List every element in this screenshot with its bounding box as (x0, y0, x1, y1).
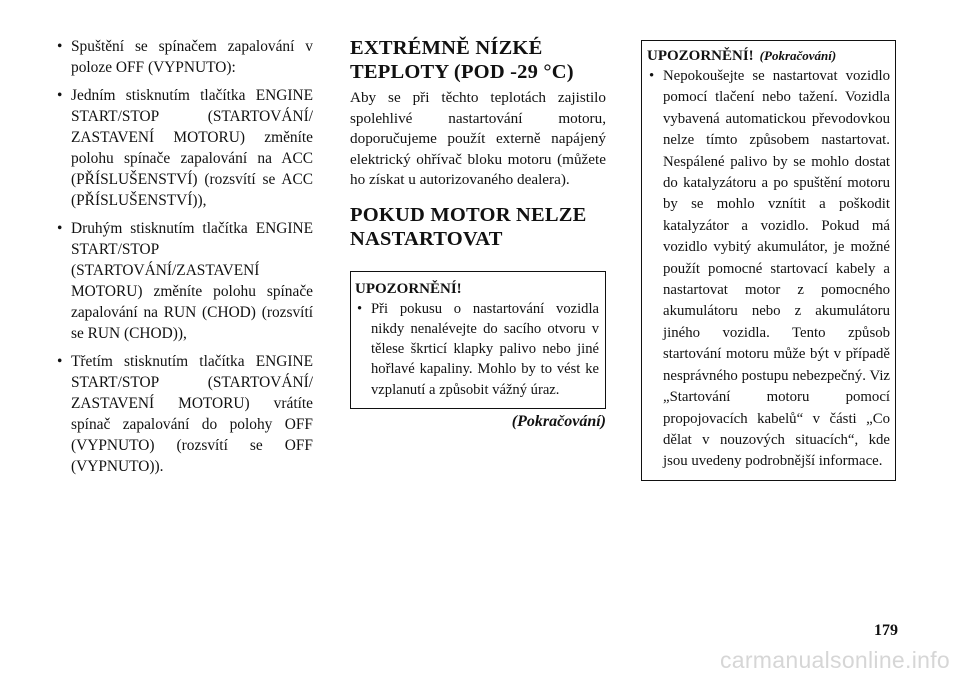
warning-box (350, 271, 606, 409)
warning-list (647, 66, 890, 473)
warning-list (355, 299, 599, 400)
warning-title: UPOZORNĚNÍ! (647, 48, 754, 64)
watermark: carmanualsonline.info (719, 647, 950, 673)
continued-note: (Pokračování) (511, 412, 606, 430)
warning-box-continued (641, 40, 896, 481)
section-heading-engine-fails-to-start: POKUD MOTOR NELZE NASTARTOVAT (350, 203, 587, 250)
warning-title: UPOZORNĚNÍ! (355, 280, 462, 297)
list-item: • Spuštění se spínačem zapalování v poloze OFF (VYPNUTO): (55, 36, 313, 78)
left-column (55, 36, 313, 484)
list-item: • Druhým stisknutím tlačítka ENGINE START/STOP (STARTOVÁNÍ/ZASTAVENÍ MOTORU) změníte polohu spínače zapalování na RUN (CHOD) (rozsvítí se RUN (CHOD)), (55, 218, 313, 344)
list-item: • Jedním stisknutím tlačítka ENGINE START/STOP (STARTOVÁNÍ/ ZASTAVENÍ MOTORU) změníte polohu spínače zapalování na ACC (PŘÍSLUŠENSTVÍ) (rozsvítí se ACC (PŘÍSLUŠENSTVÍ)), (55, 85, 313, 211)
list-item: • Třetím stisknutím tlačítka ENGINE START/STOP (STARTOVÁNÍ/ ZASTAVENÍ MOTORU) vrátíte spínač zapalování do polohy OFF (VYPNUTO) (rozsvítí se OFF (VYPNUTO)). (55, 351, 313, 477)
right-column (641, 40, 896, 481)
middle-column (350, 36, 606, 431)
list-item: • Nepokoušejte se nastartovat vozidlo pomocí tlačení nebo tažení. Vozidla vybavená automatickou převodovkou nelze tímto způsobem nastartovat. Nespálené palivo by se mohlo dostat do katalyzátoru a po spuštění motoru by se mohlo vznítit a poškodit katalyzátor a vozidlo. Pokud má vozidlo vybitý akumulátor, je možné použít pomocné startovací kabely a nastartovat motor z pomocného akumulátoru nebo z akumulátoru jiného vozidla. Tento způsob startování motoru může být v případě nesprávného postupu nebezpečný. Viz „Startování motoru pomocí propojovacích kabelů“ v části „Co dělat v nouzových situacích“, kde jsou uvedeny podrobnější informace. (647, 66, 890, 473)
warning-title-row (647, 46, 890, 66)
section-heading-low-temperatures: EXTRÉMNĚ NÍZKÉ TEPLOTY (POD -29 °C) (350, 37, 574, 83)
page-number: 179 (874, 622, 898, 639)
low-temperatures-paragraph: Aby se při těchto teplotách zajistilo spolehlivé nastartování motoru, doporučujeme použít externě napájený elektrický ohřívač bloku motoru (můžete ho získat u autorizovaného dealera). (350, 89, 606, 188)
ignition-steps-list (55, 36, 313, 477)
warning-continued-label: (Pokračování) (759, 48, 837, 63)
list-item: • Při pokusu o nastartování vozidla nikdy nenalévejte do sacího otvoru v tělese škrticí klapky palivo nebo jiné hořlavé kapaliny. Mohlo by to vést ke vzplanutí a způsobit vážný úraz. (355, 299, 599, 400)
